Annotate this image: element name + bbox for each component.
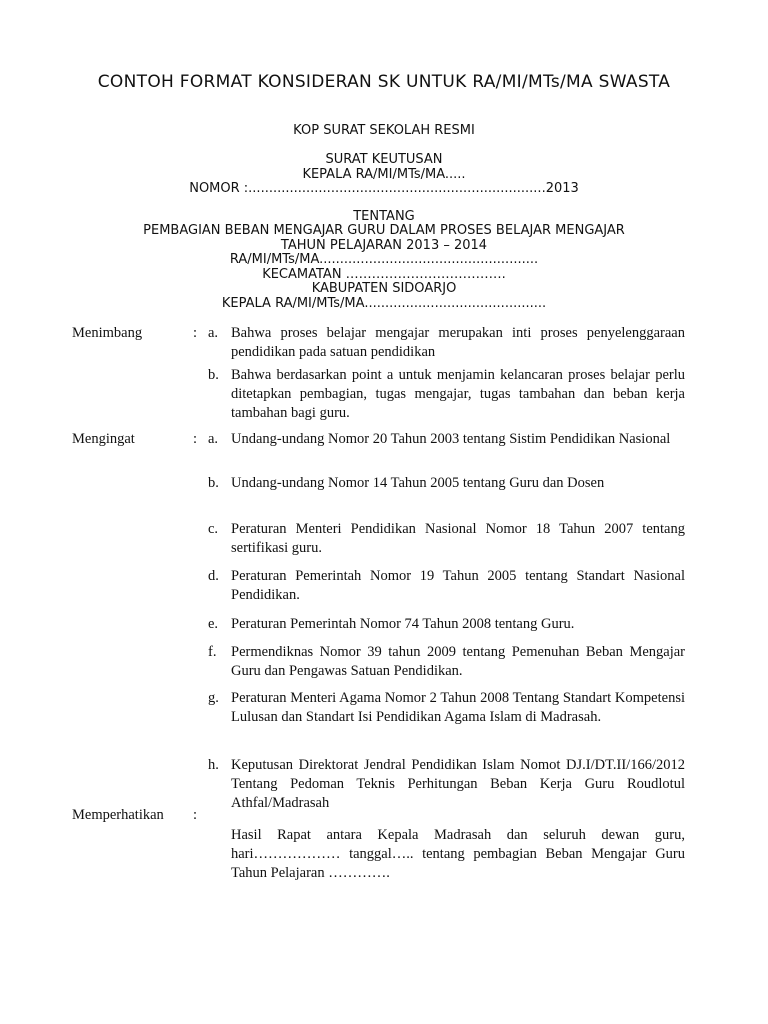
menimbang-item-letter: a. xyxy=(208,325,219,341)
nomor-line: NOMOR :........................................................................2013 xyxy=(189,181,579,196)
menimbang-item-letter: b. xyxy=(208,367,219,383)
mengingat-item-text: Undang-undang Nomor 20 Tahun 2003 tentang Sistim Pendidikan Nasional xyxy=(231,431,671,447)
mengingat-item-text: Permendiknas Nomor 39 tahun 2009 tentang Pemenuhan Beban Mengajar Guru dan Pengawas Satuan Pendidikan. xyxy=(231,644,685,679)
pembagian-heading: PEMBAGIAN BEBAN MENGAJAR GURU DALAM PROSES BELAJAR MENGAJAR xyxy=(143,223,625,238)
mengingat-item-letter: c. xyxy=(208,521,219,537)
kecamatan-line: KECAMATAN ………………………………. xyxy=(262,267,506,282)
mengingat-item-letter: a. xyxy=(208,431,219,447)
mengingat-item-text: Undang-undang Nomor 14 Tahun 2005 tentang Guru dan Dosen xyxy=(231,475,605,491)
memperhatikan-label: Memperhatikan xyxy=(72,807,164,823)
mengingat-colon: : xyxy=(193,431,198,447)
mengingat-item-text: Peraturan Menteri Agama Nomor 2 Tahun 2008 Tentang Standart Kompetensi Lulusan dan Standart Isi Pendidikan Agama Islam di Madrasah. xyxy=(231,690,685,725)
tahun-heading: TAHUN PELAJARAN 2013 – 2014 xyxy=(280,238,488,253)
menimbang-colon: : xyxy=(193,325,198,341)
kabupaten-line: KABUPATEN SIDOARJO xyxy=(311,281,457,296)
memperhatikan-text: Hasil Rapat antara Kepala Madrasah dan seluruh dewan guru, hari……………… tanggal….. tentang pembagian Beban Mengajar Guru Tahun Pelajaran …………. xyxy=(231,827,685,881)
mengingat-item-letter: h. xyxy=(208,757,219,773)
mengingat-item-letter: d. xyxy=(208,568,219,584)
menimbang-label: Menimbang xyxy=(72,325,143,341)
document-title: CONTOH FORMAT KONSIDERAN SK UNTUK RA/MI/MTs/MA SWASTA xyxy=(97,72,671,92)
mengingat-item-letter: g. xyxy=(208,690,219,706)
mengingat-item-text: Keputusan Direktorat Jendral Pendidikan Islam Nomot DJ.I/DT.II/166/2012 Tentang Pedoman Teknis Perhitungan Beban Kerja Guru Roudlotul Athfal/Madrasah xyxy=(231,757,685,811)
kepala-heading: KEPALA RA/MI/MTs/MA..... xyxy=(302,167,466,182)
mengingat-item-text: Peraturan Pemerintah Nomor 19 Tahun 2005 tentang Standart Nasional Pendidikan. xyxy=(231,568,685,603)
mengingat-item-letter: e. xyxy=(208,616,219,632)
kepala2-line: KEPALA RA/MI/MTs/MA............................................ xyxy=(221,296,547,311)
ra-line: RA/MI/MTs/MA..................................................... xyxy=(229,252,539,267)
menimbang-item-text: Bahwa berdasarkan point a untuk menjamin kelancaran proses belajar perlu ditetapkan pembagian, tugas mengajar, tugas tambahan dan beban kerja tambahan bagi guru. xyxy=(231,367,685,421)
memperhatikan-colon: : xyxy=(193,807,198,823)
mengingat-item-text: Peraturan Pemerintah Nomor 74 Tahun 2008 tentang Guru. xyxy=(231,616,575,632)
mengingat-item-letter: f. xyxy=(208,644,217,660)
mengingat-item-text: Peraturan Menteri Pendidikan Nasional Nomor 18 Tahun 2007 tentang sertifikasi guru. xyxy=(231,521,685,556)
kop-surat: KOP SURAT SEKOLAH RESMI xyxy=(293,123,475,138)
mengingat-label: Mengingat xyxy=(72,431,135,447)
tentang-heading: TENTANG xyxy=(353,209,415,224)
menimbang-item-text: Bahwa proses belajar mengajar merupakan inti proses penyelenggaraan pendidikan pada satuan pendidikan xyxy=(231,325,685,360)
mengingat-item-letter: b. xyxy=(208,475,219,491)
surat-keputusan: SURAT KEUTUSAN xyxy=(325,152,443,167)
